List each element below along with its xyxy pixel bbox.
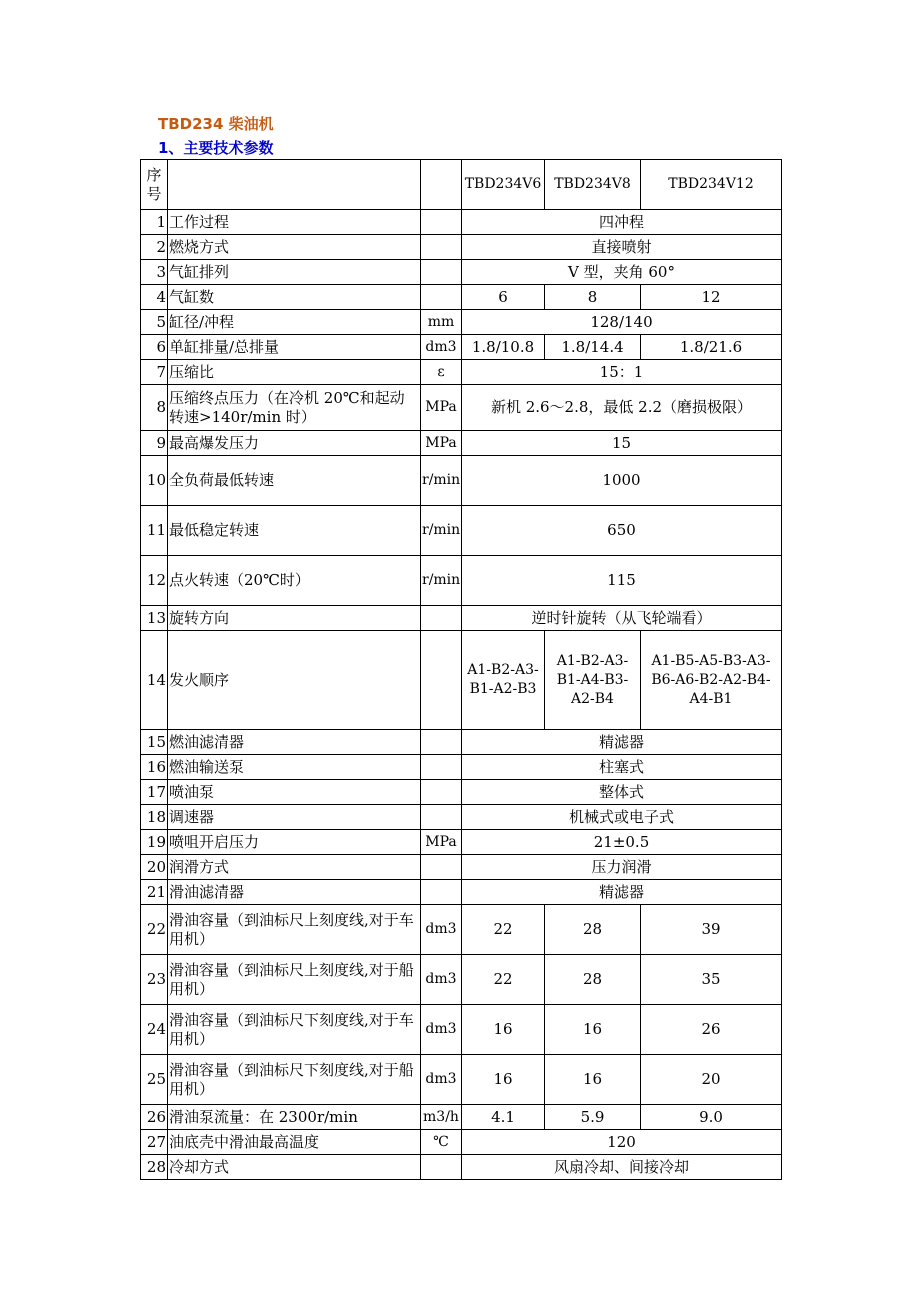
table-row (141, 235, 782, 260)
param-value: 16 (545, 1005, 641, 1055)
param-value: 5.9 (545, 1105, 641, 1130)
row-number: 12 (141, 556, 168, 606)
row-number: 11 (141, 506, 168, 556)
param-unit: r/min (421, 506, 462, 556)
row-number: 10 (141, 456, 168, 506)
param-value: 15 (462, 431, 782, 456)
param-unit: r/min (421, 456, 462, 506)
table-row (141, 506, 782, 556)
param-value: 20 (641, 1055, 782, 1105)
param-value: 28 (545, 905, 641, 955)
model-header: TBD234V8 (545, 160, 641, 210)
param-name: 调速器 (168, 805, 421, 830)
row-number: 6 (141, 335, 168, 360)
param-unit: MPa (421, 385, 462, 431)
row-number: 19 (141, 830, 168, 855)
param-value: 风扇冷却、间接冷却 (462, 1155, 782, 1180)
param-value: A1-B2-A3-B1-A4-B3-A2-B4 (545, 631, 641, 730)
param-value: V 型，夹角 60° (462, 260, 782, 285)
param-value: 22 (462, 905, 545, 955)
param-value: 39 (641, 905, 782, 955)
param-unit: dm3 (421, 905, 462, 955)
param-unit (421, 780, 462, 805)
param-name: 油底壳中滑油最高温度 (168, 1130, 421, 1155)
param-name: 喷油泵 (168, 780, 421, 805)
table-row (141, 456, 782, 506)
document-title: TBD234 柴油机 (158, 115, 274, 133)
table-row (141, 210, 782, 235)
param-value: 115 (462, 556, 782, 606)
param-value: 16 (545, 1055, 641, 1105)
section-heading: 1、主要技术参数 (158, 139, 274, 157)
row-number: 23 (141, 955, 168, 1005)
param-unit: mm (421, 310, 462, 335)
param-value: 35 (641, 955, 782, 1005)
spec-table (140, 159, 782, 1180)
param-name: 冷却方式 (168, 1155, 421, 1180)
row-number: 21 (141, 880, 168, 905)
param-unit: ε (421, 360, 462, 385)
param-name: 压缩终点压力（在冷机 20℃和起动转速>140r/min 时） (168, 385, 421, 431)
model-header: TBD234V12 (641, 160, 782, 210)
row-number: 24 (141, 1005, 168, 1055)
param-name: 工作过程 (168, 210, 421, 235)
row-number: 7 (141, 360, 168, 385)
param-value: 精滤器 (462, 880, 782, 905)
param-value: 柱塞式 (462, 755, 782, 780)
row-number: 3 (141, 260, 168, 285)
name-header (168, 160, 421, 210)
param-unit (421, 210, 462, 235)
row-number: 8 (141, 385, 168, 431)
table-row (141, 805, 782, 830)
param-value: 新机 2.6～2.8，最低 2.2（磨损极限） (462, 385, 782, 431)
param-name: 滑油容量（到油标尺上刻度线,对于车用机） (168, 905, 421, 955)
param-name: 最高爆发压力 (168, 431, 421, 456)
param-name: 燃油滤清器 (168, 730, 421, 755)
param-name: 燃烧方式 (168, 235, 421, 260)
param-value: 逆时针旋转（从飞轮端看） (462, 606, 782, 631)
row-number: 13 (141, 606, 168, 631)
param-unit (421, 1155, 462, 1180)
param-unit (421, 260, 462, 285)
header-row (141, 160, 782, 210)
param-unit: ℃ (421, 1130, 462, 1155)
param-value: 120 (462, 1130, 782, 1155)
param-unit: r/min (421, 556, 462, 606)
param-value: 1.8/10.8 (462, 335, 545, 360)
row-number: 5 (141, 310, 168, 335)
param-unit (421, 235, 462, 260)
param-value: 四冲程 (462, 210, 782, 235)
param-name: 发火顺序 (168, 631, 421, 730)
param-value: 16 (462, 1005, 545, 1055)
unit-header (421, 160, 462, 210)
param-value: 26 (641, 1005, 782, 1055)
param-unit (421, 730, 462, 755)
row-number: 2 (141, 235, 168, 260)
param-value: 8 (545, 285, 641, 310)
row-number: 1 (141, 210, 168, 235)
model-header: TBD234V6 (462, 160, 545, 210)
table-row (141, 1005, 782, 1055)
param-unit (421, 755, 462, 780)
param-name: 气缸排列 (168, 260, 421, 285)
row-number: 26 (141, 1105, 168, 1130)
param-name: 滑油容量（到油标尺上刻度线,对于船用机） (168, 955, 421, 1005)
row-number: 14 (141, 631, 168, 730)
param-unit (421, 880, 462, 905)
row-number: 25 (141, 1055, 168, 1105)
param-name: 全负荷最低转速 (168, 456, 421, 506)
param-value: A1-B5-A5-B3-A3-B6-A6-B2-A2-B4-A4-B1 (641, 631, 782, 730)
param-name: 滑油容量（到油标尺下刻度线,对于船用机） (168, 1055, 421, 1105)
param-value: 16 (462, 1055, 545, 1105)
param-unit: dm3 (421, 1005, 462, 1055)
param-value: 650 (462, 506, 782, 556)
param-unit: MPa (421, 431, 462, 456)
table-row (141, 260, 782, 285)
row-number: 16 (141, 755, 168, 780)
param-value: 21±0.5 (462, 830, 782, 855)
table-row (141, 855, 782, 880)
table-row (141, 556, 782, 606)
param-value: A1-B2-A3-B1-A2-B3 (462, 631, 545, 730)
table-row (141, 880, 782, 905)
param-name: 气缸数 (168, 285, 421, 310)
param-unit: dm3 (421, 335, 462, 360)
table-row (141, 285, 782, 310)
param-name: 旋转方向 (168, 606, 421, 631)
param-name: 滑油滤清器 (168, 880, 421, 905)
table-row (141, 335, 782, 360)
param-value: 28 (545, 955, 641, 1005)
param-value: 12 (641, 285, 782, 310)
table-row (141, 1055, 782, 1105)
param-unit (421, 631, 462, 730)
param-unit: dm3 (421, 1055, 462, 1105)
table-row (141, 1155, 782, 1180)
row-number: 22 (141, 905, 168, 955)
table-row (141, 631, 782, 730)
param-value: 9.0 (641, 1105, 782, 1130)
table-row (141, 1130, 782, 1155)
row-number: 18 (141, 805, 168, 830)
table-row (141, 780, 782, 805)
table-row (141, 730, 782, 755)
table-row (141, 606, 782, 631)
row-number: 20 (141, 855, 168, 880)
param-name: 单缸排量/总排量 (168, 335, 421, 360)
param-value: 1.8/21.6 (641, 335, 782, 360)
param-value: 直接喷射 (462, 235, 782, 260)
param-value: 精滤器 (462, 730, 782, 755)
param-unit (421, 805, 462, 830)
param-unit (421, 285, 462, 310)
param-name: 滑油泵流量：在 2300r/min (168, 1105, 421, 1130)
param-name: 滑油容量（到油标尺下刻度线,对于车用机） (168, 1005, 421, 1055)
param-value: 128/140 (462, 310, 782, 335)
table-row (141, 955, 782, 1005)
table-row (141, 905, 782, 955)
param-unit (421, 855, 462, 880)
param-name: 燃油输送泵 (168, 755, 421, 780)
row-number: 27 (141, 1130, 168, 1155)
param-unit: MPa (421, 830, 462, 855)
param-value: 压力润滑 (462, 855, 782, 880)
table-row (141, 431, 782, 456)
param-value: 机械式或电子式 (462, 805, 782, 830)
param-name: 最低稳定转速 (168, 506, 421, 556)
row-number: 28 (141, 1155, 168, 1180)
table-row (141, 830, 782, 855)
param-unit (421, 606, 462, 631)
param-name: 润滑方式 (168, 855, 421, 880)
table-row (141, 360, 782, 385)
param-value: 6 (462, 285, 545, 310)
param-name: 喷咀开启压力 (168, 830, 421, 855)
row-number: 4 (141, 285, 168, 310)
param-name: 压缩比 (168, 360, 421, 385)
param-value: 15：1 (462, 360, 782, 385)
param-value: 22 (462, 955, 545, 1005)
row-number: 15 (141, 730, 168, 755)
param-value: 1000 (462, 456, 782, 506)
param-value: 1.8/14.4 (545, 335, 641, 360)
param-value: 4.1 (462, 1105, 545, 1130)
param-unit: m3/h (421, 1105, 462, 1130)
table-row (141, 310, 782, 335)
seq-header: 序号 (141, 160, 168, 210)
param-value: 整体式 (462, 780, 782, 805)
param-name: 缸径/冲程 (168, 310, 421, 335)
param-unit: dm3 (421, 955, 462, 1005)
param-name: 点火转速（20℃时） (168, 556, 421, 606)
table-row (141, 1105, 782, 1130)
row-number: 9 (141, 431, 168, 456)
row-number: 17 (141, 780, 168, 805)
table-row (141, 385, 782, 431)
table-row (141, 755, 782, 780)
